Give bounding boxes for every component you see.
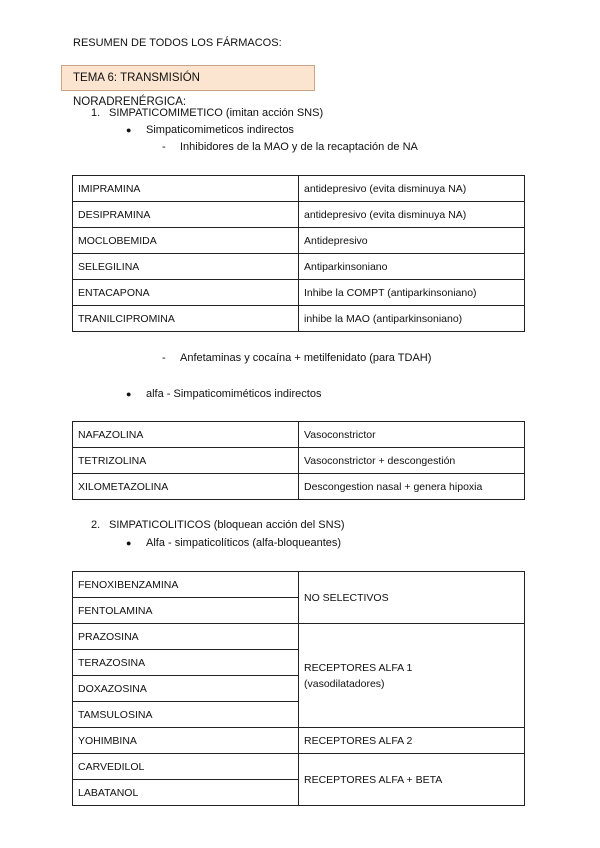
table-alfa-bloqueantes bbox=[72, 571, 525, 806]
table-row bbox=[73, 728, 525, 754]
section2-number: 2. bbox=[91, 519, 101, 531]
table-row bbox=[73, 422, 525, 448]
dash-icon: - bbox=[162, 141, 166, 153]
drug-cell: NAFAZOLINA bbox=[73, 422, 299, 448]
drug-cell: IMIPRAMINA bbox=[73, 176, 299, 202]
drug-cell: LABATANOL bbox=[73, 780, 299, 806]
table-row bbox=[73, 754, 525, 780]
group-cell-alfa-beta: RECEPTORES ALFA + BETA bbox=[299, 754, 525, 806]
use-cell: Vasoconstrictor bbox=[299, 422, 525, 448]
bullet-icon: ● bbox=[126, 389, 132, 399]
dash1-text: Inhibidores de la MAO y de la recaptación de NA bbox=[180, 141, 418, 153]
bullet1-text: Simpaticomimeticos indirectos bbox=[146, 124, 294, 136]
group-cell-alfa2: RECEPTORES ALFA 2 bbox=[299, 728, 525, 754]
use-cell: Antidepresivo bbox=[299, 228, 525, 254]
drug-cell: PRAZOSINA bbox=[73, 624, 299, 650]
drug-cell: DESIPRAMINA bbox=[73, 202, 299, 228]
drug-cell: ENTACAPONA bbox=[73, 280, 299, 306]
drug-cell: MOCLOBEMIDA bbox=[73, 228, 299, 254]
drug-cell: TETRIZOLINA bbox=[73, 448, 299, 474]
bullet-icon: ● bbox=[126, 538, 132, 548]
use-cell: inhibe la MAO (antiparkinsoniano) bbox=[299, 306, 525, 332]
dash2-text: Anfetaminas y cocaína + metilfenidato (para TDAH) bbox=[180, 352, 432, 364]
section2-label: SIMPATICOLITICOS (bloquean acción del SNS) bbox=[109, 519, 345, 531]
table-row bbox=[73, 176, 525, 202]
section1-bullet2 bbox=[126, 388, 321, 400]
use-cell: Vasoconstrictor + descongestión bbox=[299, 448, 525, 474]
table-alfa-simpaticomimeticos bbox=[72, 421, 525, 500]
drug-cell: CARVEDILOL bbox=[73, 754, 299, 780]
use-cell: antidepresivo (evita disminuya NA) bbox=[299, 202, 525, 228]
drug-cell: TAMSULOSINA bbox=[73, 702, 299, 728]
table-row bbox=[73, 572, 525, 598]
drug-cell: DOXAZOSINA bbox=[73, 676, 299, 702]
table-row bbox=[73, 624, 525, 650]
table-row bbox=[73, 474, 525, 500]
alfa1-line1: RECEPTORES ALFA 1 bbox=[304, 661, 413, 674]
table-row bbox=[73, 254, 525, 280]
use-cell: Descongestion nasal + genera hipoxia bbox=[299, 474, 525, 500]
drug-cell: TERAZOSINA bbox=[73, 650, 299, 676]
table-row bbox=[73, 306, 525, 332]
page-title: RESUMEN DE TODOS LOS FÁRMACOS: bbox=[73, 37, 282, 49]
table-row bbox=[73, 448, 525, 474]
section1-dash1 bbox=[162, 141, 418, 153]
bullet-icon: ● bbox=[126, 125, 132, 135]
table-row bbox=[73, 280, 525, 306]
section2-bullet1-text: Alfa - simpaticolíticos (alfa-bloqueantes) bbox=[146, 537, 342, 549]
section2-bullet1 bbox=[126, 537, 341, 549]
drug-cell: FENTOLAMINA bbox=[73, 598, 299, 624]
group-cell-alfa1 bbox=[299, 624, 525, 728]
dash-icon: - bbox=[162, 352, 166, 364]
use-cell: Antiparkinsoniano bbox=[299, 254, 525, 280]
drug-cell: XILOMETAZOLINA bbox=[73, 474, 299, 500]
section1-heading bbox=[91, 107, 323, 119]
section1-label: SIMPATICOMIMETICO (imitan acción SNS) bbox=[109, 107, 324, 119]
drug-cell: TRANILCIPROMINA bbox=[73, 306, 299, 332]
table-row bbox=[73, 228, 525, 254]
section2-heading bbox=[91, 519, 345, 531]
alfa1-line2: (vasodilatadores) bbox=[304, 677, 385, 690]
drug-cell: YOHIMBINA bbox=[73, 728, 299, 754]
section1-bullet1 bbox=[126, 124, 294, 136]
use-cell: antidepresivo (evita disminuya NA) bbox=[299, 176, 525, 202]
table-row bbox=[73, 202, 525, 228]
tema-heading: TEMA 6: TRANSMISIÓN NORADRENÉRGICA: bbox=[61, 65, 315, 91]
table-mao-inhibitors bbox=[72, 175, 525, 332]
section1-number: 1. bbox=[91, 107, 101, 119]
group-cell-no-selectivos: NO SELECTIVOS bbox=[299, 572, 525, 624]
section1-dash2 bbox=[162, 352, 431, 364]
bullet2-text: alfa - Simpaticomiméticos indirectos bbox=[146, 388, 322, 400]
drug-cell: FENOXIBENZAMINA bbox=[73, 572, 299, 598]
use-cell: Inhibe la COMPT (antiparkinsoniano) bbox=[299, 280, 525, 306]
drug-cell: SELEGILINA bbox=[73, 254, 299, 280]
